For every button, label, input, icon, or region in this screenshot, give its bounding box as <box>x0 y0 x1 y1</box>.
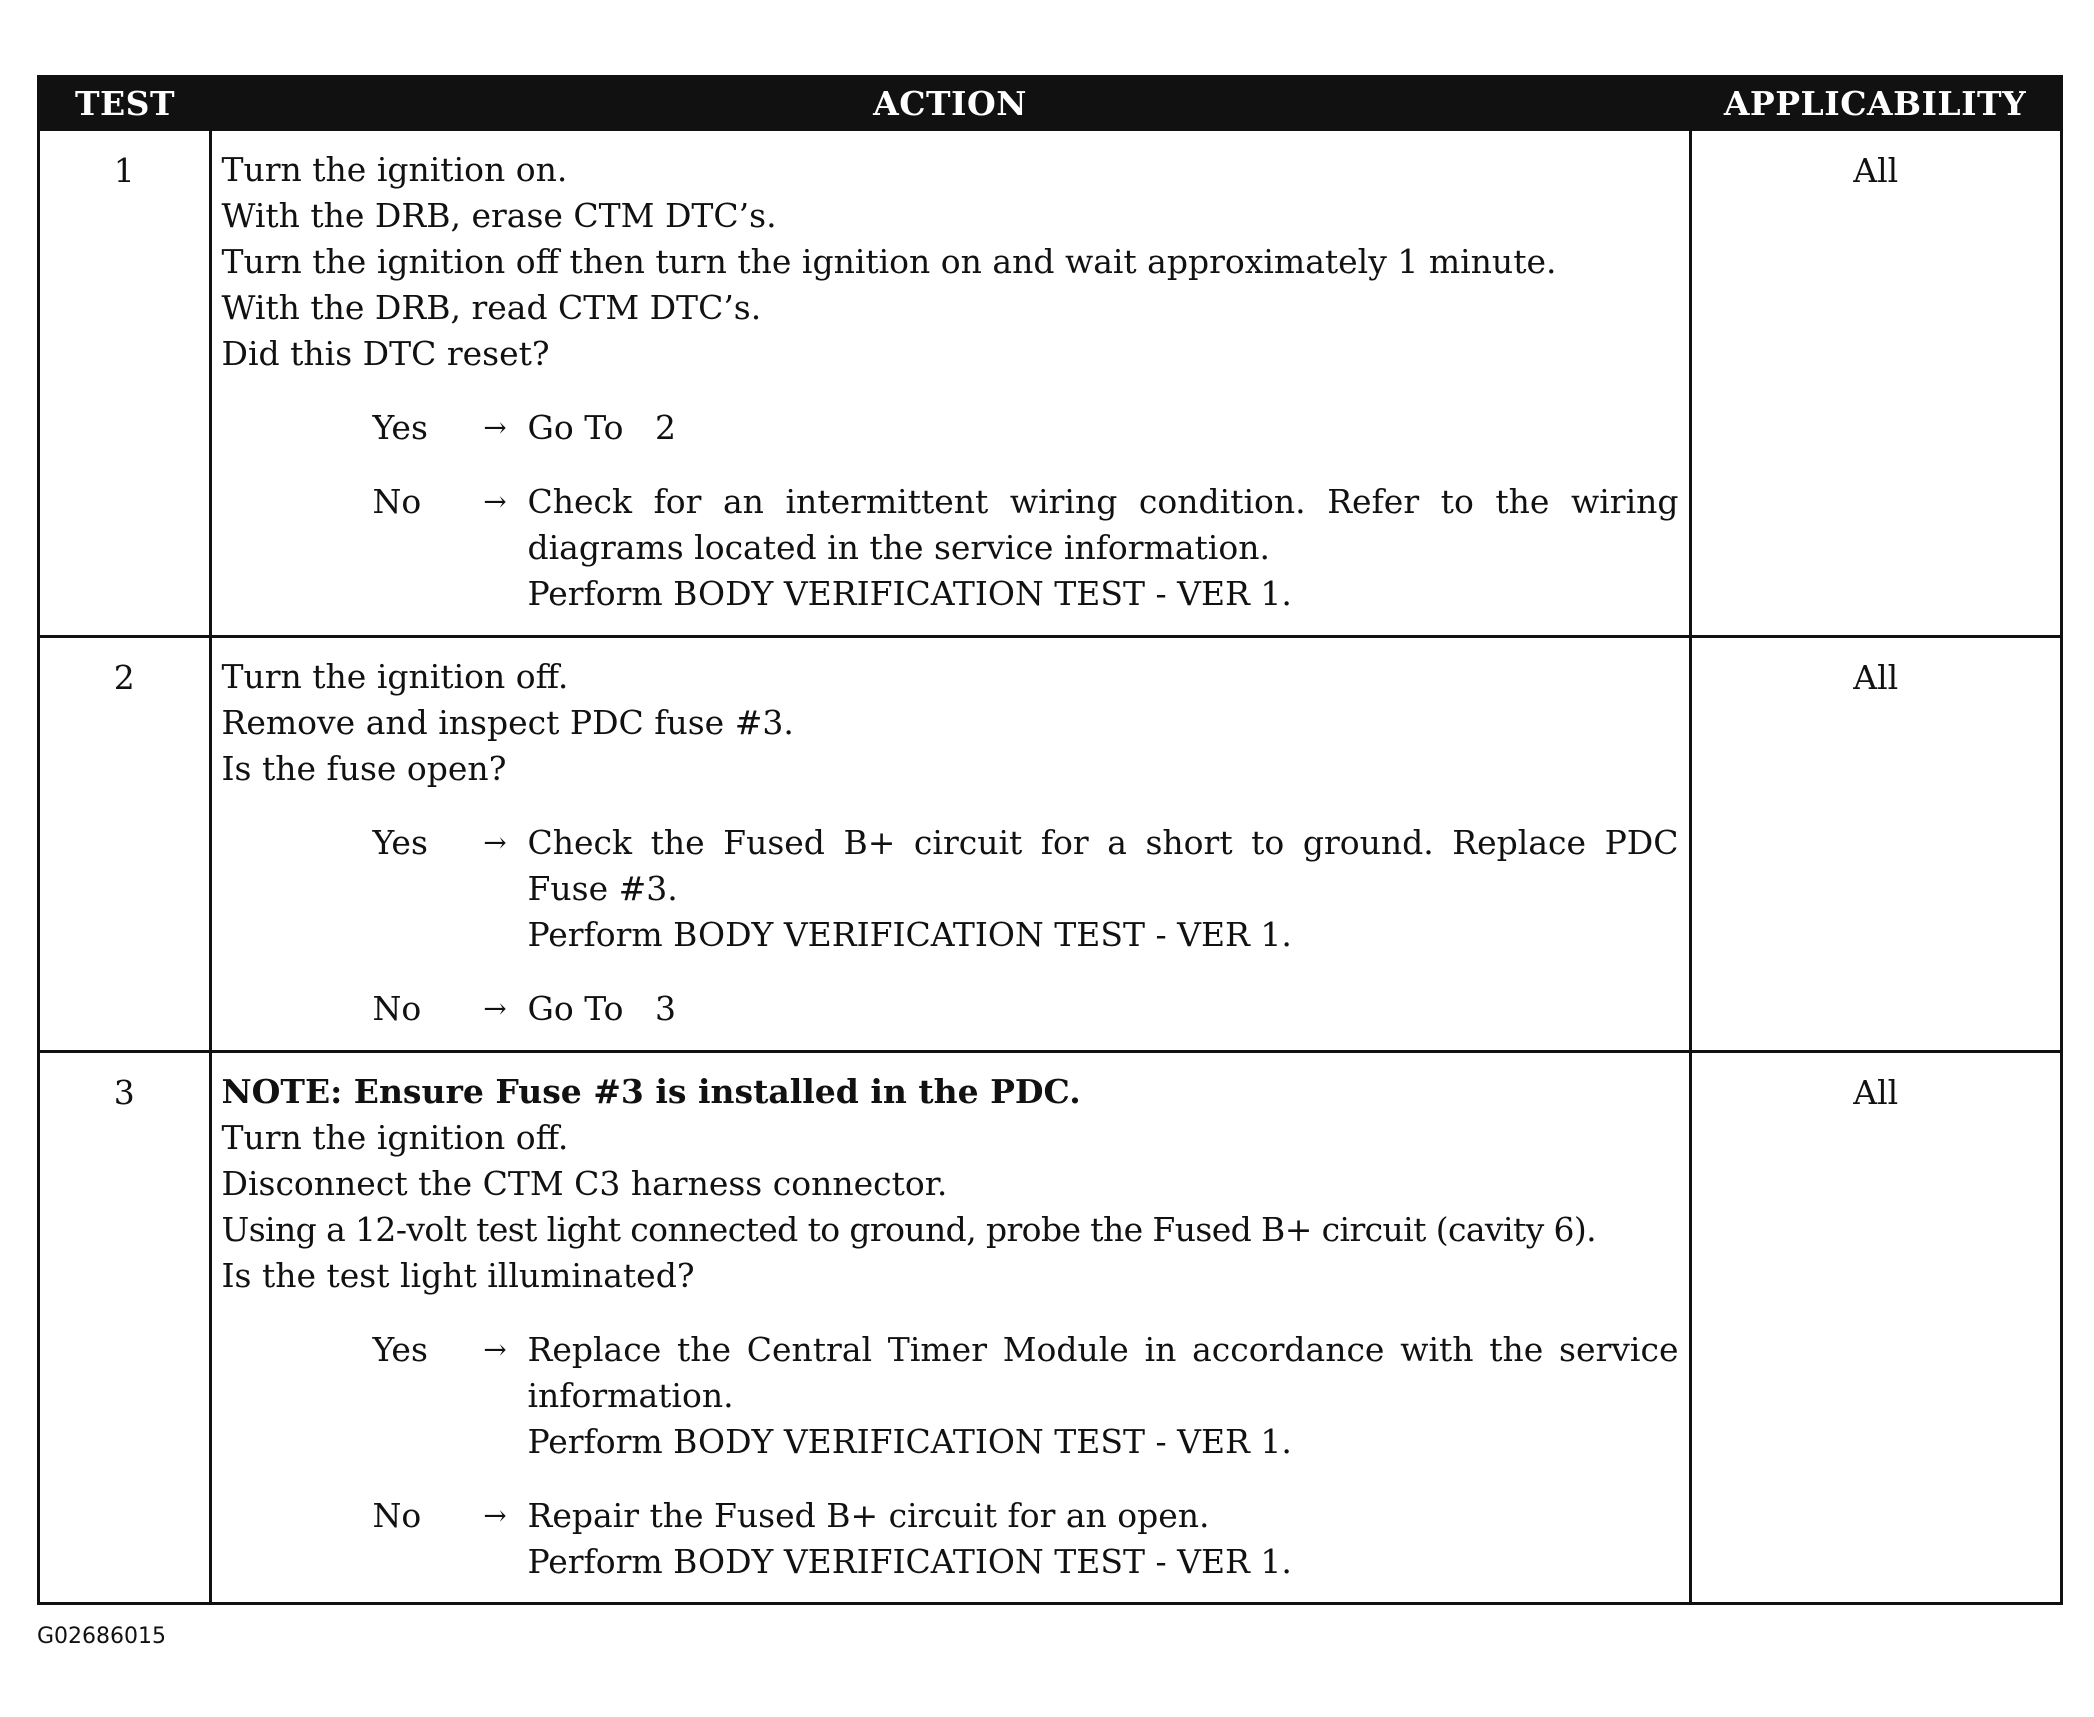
header-applicability: APPLICABILITY <box>1690 78 2060 130</box>
arrow-icon: → <box>483 485 507 518</box>
branch-result-line: Go To 2 <box>527 408 676 447</box>
figure-id: G02686015 <box>37 1624 167 1649</box>
branch-result-line: Go To 3 <box>527 989 676 1028</box>
action-step: With the DRB, erase CTM DTC’s. <box>221 196 777 235</box>
branch-result <box>528 1493 1679 1585</box>
action-step: Turn the ignition off. <box>221 1118 569 1157</box>
action-cell <box>210 1052 1690 1603</box>
action-step: Turn the ignition off then turn the ignition on and wait approximately 1 minute. <box>221 242 1557 281</box>
branch-no <box>222 479 1679 617</box>
diagnostic-test-table <box>37 75 2063 1605</box>
header-action: ACTION <box>210 78 1690 130</box>
applicability-value: All <box>1690 637 2060 1052</box>
branch-answer: No <box>372 482 422 521</box>
test-row <box>40 130 2060 637</box>
branch-yes <box>222 1327 1679 1465</box>
branch-result-line: Check for an intermittent wiring condition. Refer to the wiring diagrams located in the service information. <box>527 482 1679 567</box>
action-step: Remove and inspect PDC fuse #3. <box>221 703 794 742</box>
action-step: Turn the ignition on. <box>221 150 568 189</box>
note-text: NOTE: Ensure Fuse #3 is installed in the PDC. <box>221 1072 1081 1111</box>
branch-answer: Yes <box>372 1330 428 1369</box>
action-step: With the DRB, read CTM DTC’s. <box>221 288 762 327</box>
branch-no <box>222 1493 1679 1585</box>
test-number: 1 <box>40 130 210 637</box>
action-cell <box>210 637 1690 1052</box>
test-number: 2 <box>40 637 210 1052</box>
applicability-value: All <box>1690 130 2060 637</box>
branch-yes <box>222 405 1679 451</box>
branch-no <box>222 986 1679 1032</box>
branch-result-line: Perform BODY VERIFICATION TEST - VER 1. <box>527 1542 1292 1581</box>
test-table <box>40 78 2060 1602</box>
branch-yes <box>222 820 1679 958</box>
action-step: Turn the ignition off. <box>221 657 569 696</box>
branch-result-line: Perform BODY VERIFICATION TEST - VER 1. <box>527 574 1292 613</box>
header-row <box>40 78 2060 130</box>
branch-result-line: Replace the Central Timer Module in accordance with the service information. <box>527 1330 1679 1415</box>
branch-result <box>528 1327 1679 1465</box>
action-question: Is the fuse open? <box>221 749 507 788</box>
arrow-icon: → <box>483 1333 507 1366</box>
action-cell <box>210 130 1690 637</box>
action-step: Disconnect the CTM C3 harness connector. <box>221 1164 948 1203</box>
action-step: Using a 12-volt test light connected to ground, probe the Fused B+ circuit (cavity 6). <box>221 1210 1597 1249</box>
applicability-value: All <box>1690 1052 2060 1603</box>
branch-answer: No <box>372 1496 422 1535</box>
branch-result <box>528 986 1679 1032</box>
branch-result-line: Check the Fused B+ circuit for a short to ground. Replace PDC Fuse #3. <box>527 823 1679 908</box>
branch-result-line: Repair the Fused B+ circuit for an open. <box>527 1496 1210 1535</box>
branch-result <box>528 405 1679 451</box>
arrow-icon: → <box>483 826 507 859</box>
branch-answer: Yes <box>372 408 428 447</box>
action-question: Is the test light illuminated? <box>221 1256 695 1295</box>
branch-answer: No <box>372 989 422 1028</box>
test-row <box>40 637 2060 1052</box>
arrow-icon: → <box>483 411 507 444</box>
branch-result-line: Perform BODY VERIFICATION TEST - VER 1. <box>527 1422 1292 1461</box>
arrow-icon: → <box>483 992 507 1025</box>
action-question: Did this DTC reset? <box>221 334 550 373</box>
branch-answer: Yes <box>372 823 428 862</box>
test-number: 3 <box>40 1052 210 1603</box>
test-row <box>40 1052 2060 1603</box>
arrow-icon: → <box>483 1499 507 1532</box>
header-test: TEST <box>40 78 210 130</box>
branch-result <box>528 479 1679 617</box>
branch-result <box>528 820 1679 958</box>
branch-result-line: Perform BODY VERIFICATION TEST - VER 1. <box>527 915 1292 954</box>
